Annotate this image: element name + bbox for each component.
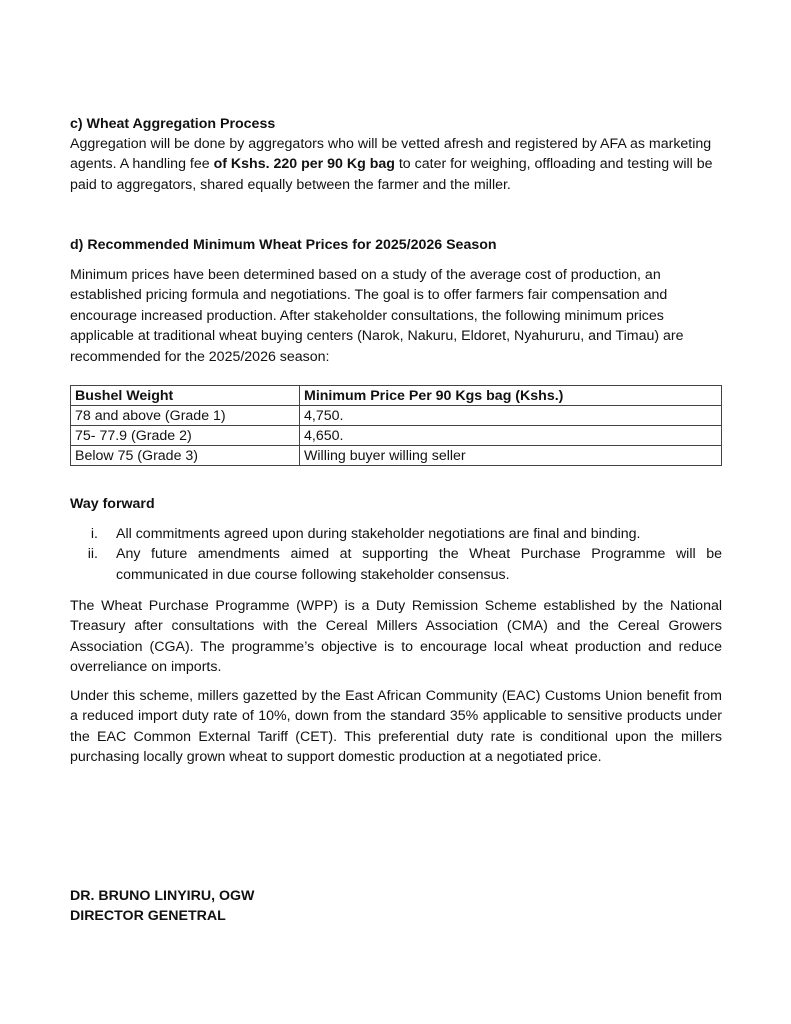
table-row — [71, 406, 722, 426]
table-row — [71, 426, 722, 446]
table-header-bushel-weight: Bushel Weight — [71, 386, 300, 406]
list-item-text: All commitments agreed upon during stakeholder negotiations are final and binding. — [116, 526, 641, 542]
table-cell: Below 75 (Grade 3) — [71, 446, 300, 466]
list-item — [70, 544, 722, 585]
signature-title: DIRECTOR GENETRAL — [70, 908, 226, 924]
list-item-number: ii. — [87, 546, 98, 563]
section-c-text-1: Aggregation will be done by aggregators who will be vetted afresh and registered by AFA as marketing agents. A handling fee — [70, 136, 712, 173]
table-row — [71, 446, 722, 466]
signature-name: DR. BRUNO LINYIRU, OGW — [70, 888, 255, 904]
section-c-text-2: to cater for weighing, offloading and testing will be paid to aggregators, shared equally between the farmer and the miller. — [70, 156, 713, 193]
table-cell: Willing buyer willing seller — [300, 446, 722, 466]
table-cell: 75- 77.9 (Grade 2) — [71, 426, 300, 446]
section-c-heading: c) Wheat Aggregation Process — [70, 116, 276, 132]
wpp-paragraph: The Wheat Purchase Programme (WPP) is a Duty Remission Scheme established by the National Treasury after consultations with the Cereal Millers Association (CMA) and the Cereal Growers Association (CGA). The programme’s objective is to encourage local wheat production and reduce overreliance on imports. — [70, 598, 722, 676]
section-c-paragraph — [70, 134, 722, 195]
table-cell: 4,650. — [300, 426, 722, 446]
way-forward-heading: Way forward — [70, 496, 155, 512]
list-item-number: i. — [90, 526, 98, 542]
scheme-paragraph: Under this scheme, millers gazetted by the East African Community (EAC) Customs Union benefit from a reduced import duty rate of 10%, down from the standard 35% applicable to sensitive products under the EAC Common External Tariff (CET). This preferential duty rate is conditional upon the millers purchasing locally grown wheat to support domestic production at a negotiated price. — [70, 688, 722, 766]
list-item — [70, 524, 722, 544]
table-header-minimum-price: Minimum Price Per 90 Kgs bag (Kshs.) — [300, 386, 722, 406]
list-item-text: Any future amendments aimed at supporting the Wheat Purchase Programme will be communicated in due course following stakeholder consensus. — [116, 546, 722, 583]
minimum-price-table — [70, 385, 722, 466]
way-forward-list — [70, 524, 722, 585]
table-cell: 4,750. — [300, 406, 722, 426]
handling-fee-bold: of Kshs. 220 per 90 Kg bag — [213, 156, 395, 173]
section-d-paragraph: Minimum prices have been determined based on a study of the average cost of production, an established pricing formula and negotiations. The goal is to offer farmers fair compensation and encourage increased production. After stakeholder consultations, the following minimum prices applicable at traditional wheat buying centers (Narok, Nakuru, Eldoret, Nyahururu, and Timau) are recommended for the 2025/2026 season: — [70, 267, 684, 365]
table-cell: 78 and above (Grade 1) — [71, 406, 300, 426]
table-header-row — [71, 386, 722, 406]
section-d-heading: d) Recommended Minimum Wheat Prices for 2025/2026 Season — [70, 237, 497, 253]
